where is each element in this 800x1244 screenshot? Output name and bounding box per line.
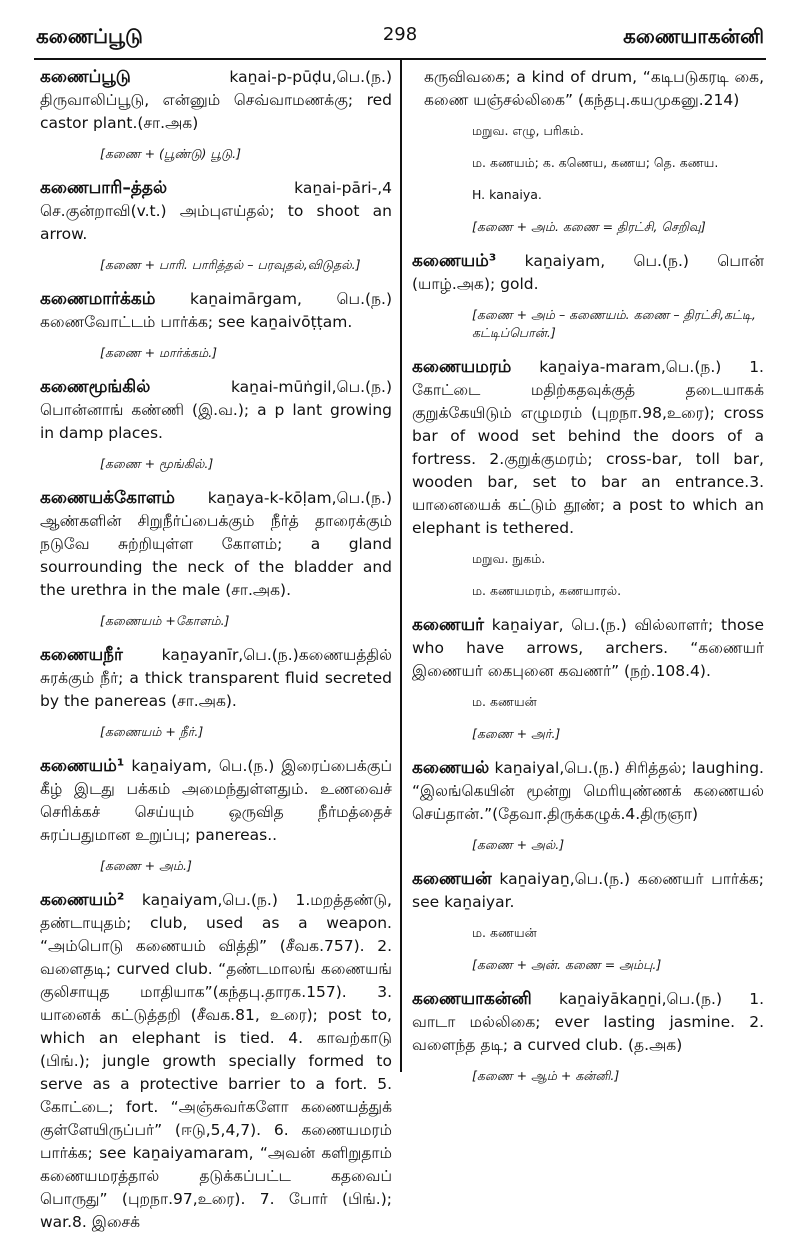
etymology-note: [கணை + அல்.] — [472, 837, 565, 852]
headword: கணையாகன்னி — [412, 989, 532, 1009]
etymology-note: [கணை + மார்க்கம்.] — [100, 345, 218, 360]
headword: கணையம்³ — [412, 251, 497, 271]
dictionary-entry — [412, 988, 764, 1057]
entry-definition: kaṉaya-k-kōḷam,பெ.(ந.) ஆண்களின் சிறுநீர்ப்பைக்கும் நீர்த் தாரைக்கும் நடுவே சுற்றியுள்ள கோளம்; a gland sourrounding the neck of the bladder and the urethra in the male (சா.அக). — [40, 489, 392, 599]
dictionary-entry — [40, 66, 392, 135]
cognate-note: ம. கணயன் — [472, 694, 537, 709]
entry-definition: kaṉaiyam,பெ.(ந.) 1.மறத்தண்டு, தண்டாயுதம்; club, used as a weapon. “அம்பொடு கணையம் வித்தி” (சீவக.757). 2. வளைதடி; curved club. “தண்டமாலங் கணையங் குலிசாயுத மாதியாக”(கந்தபு.தாரக.157). 3. யானைக் கட்டுத்தறி (சீவக.81, உரை); post to, which an elephant is tied. 4. காவற்காடு (பிங்.); jungle growth specially formed to serve as a protective barrier to a fort. 5. கோட்டை; fort. “அஞ்சுவர்களோ கணையத்துக் குள்ளேயிருப்பர்” (ஈடு,5,4,7). 6. கணையமரம் பார்க்க; see kaṉaiyamaram, “அவன் களிறுதாம் கணையமரத்தால் தடுக்கப்பட்ட கதவைப் பொருது” (புறநா.97,உரை). 7. போர் (பிங்.); war.8. இசைக் — [40, 891, 392, 1231]
dictionary-entry — [40, 376, 392, 445]
left-column — [40, 66, 392, 1244]
dictionary-entry — [40, 644, 392, 713]
cognate-note: மறுவ. எழு, பரிகம். — [472, 123, 584, 138]
entry-definition: kaṉaiyam, பெ.(ந.) இரைப்பைக்குப் கீழ் இடது பக்கம் அமைந்துள்ளதும். உணவைச் செரிக்கச் செய்யும் ஒருவித நீர்மத்தைச் சுரப்பதுமான உறுப்பு; panereas.. — [40, 757, 392, 844]
etymology-note: [கணை + அன். கணை = அம்பு.] — [472, 957, 662, 972]
right-column — [412, 66, 764, 1099]
etymology-note: [கணை + அர்.] — [472, 726, 561, 741]
headword: கணையல் — [412, 758, 490, 778]
dictionary-entry — [40, 288, 392, 334]
entry-definition: kaṉaiya-maram,பெ.(ந.) 1. கோட்டை மதிற்கதவுக்குத் தடையாகக் குறுக்கேயிடும் எழுமரம் (புறநா.98,உரை); cross bar of wood set behind the doors of a fortress. 2.குறுக்குமரம்; cross-bar, toll bar, wooden bar, set to bar an entrance.3. யானையைக் கட்டும் தூண்; a post to which an elephant is tethered. — [412, 358, 764, 537]
headword: கணைப்பூடு — [40, 67, 131, 87]
entry-definition: kaṉayanīr,பெ.(ந.)கணையத்தில் சுரக்கும் நீர்; a thick transparent fluid secreted by the panereas (சா.அக). — [40, 646, 392, 710]
headword: கணைமார்க்கம் — [40, 289, 156, 309]
dictionary-entry — [40, 889, 392, 1234]
entry-definition: kaṉai-pāri-,4 செ.குன்றாவி(v.t.) அம்புஎய்தல்; to shoot an arrow. — [40, 179, 392, 243]
etymology-note: [கணை + (பூண்டு) பூடு.] — [100, 146, 241, 161]
dictionary-entry — [412, 250, 764, 296]
etymology-note: [கணை + மூங்கில்.] — [100, 456, 214, 471]
headword: கணையநீர் — [40, 645, 123, 665]
dictionary-entry — [40, 177, 392, 246]
dictionary-entry — [412, 868, 764, 914]
entry-definition: kaṉaiyaṉ,பெ.(ந.) கணையர் பார்க்க; see kaṉaiyar. — [412, 870, 764, 911]
headword: கணைபாரி–த்தல் — [40, 178, 168, 198]
dictionary-entry — [40, 487, 392, 602]
headword: கணையமரம் — [412, 357, 512, 377]
headword: கணையக்கோளம் — [40, 488, 175, 508]
cognate-note: மறுவ. நுகம். — [472, 551, 546, 566]
headword: கணையன் — [412, 869, 492, 889]
column-divider — [400, 60, 402, 1072]
entry-definition: kaṉaimārgam, பெ.(ந.) கணைவோட்டம் பார்க்க; see kaṉaivōṭṭam. — [40, 290, 392, 331]
entry-definition: kaṉaiyākaṉṉi,பெ.(ந.) 1. வாடா மல்லிகை; ever lasting jasmine. 2. வளைந்த தடி; a curved club. (த.அக) — [412, 990, 764, 1054]
entry-definition: kaṉai-mūṅgil,பெ.(ந.) பொன்னாங் கண்ணி (இ.வ.); a p lant growing in damp places. — [40, 378, 392, 442]
page-number: 298 — [382, 24, 418, 45]
cognate-note: ம. கணயன் — [472, 925, 537, 940]
etymology-note: [கணையம் + நீர்.] — [100, 724, 204, 739]
entry-definition: kaṉaiyar, பெ.(ந.) வில்லாளர்; those who have arrows, archers. “கணையர் இணையர் கைபுனை கவணர்” (நற்.108.4). — [412, 616, 764, 680]
entry-definition: kaṉaiyam, பெ.(ந.) பொன் (யாழ்.அக); gold. — [412, 252, 764, 293]
cognate-note: H. kanaiya. — [472, 187, 542, 202]
dictionary-entry — [412, 757, 764, 826]
dictionary-entry — [412, 614, 764, 683]
etymology-note: [கணை + பாரி. பாரித்தல் – பரவுதல்,விடுதல்.] — [100, 257, 361, 272]
etymology-note: [கணை + அம் – கணையம். கணை – திரட்சி,கட்டி, கட்டிப்பொன்.] — [472, 307, 756, 340]
entry-definition: kaṉai-p-pūḍu,பெ.(ந.) திருவாலிப்பூடு, என்னும் செவ்வாமணக்கு; red castor plant.(சா.அக) — [40, 68, 392, 132]
etymology-note: [கணையம் +கோளம்.] — [100, 613, 230, 628]
etymology-note: [கணை + அம். கணை = திரட்சி, செறிவு] — [472, 219, 706, 234]
entry-definition: kaṉaiyal,பெ.(ந.) சிரித்தல்; laughing. “இலங்கெயின் மூன்று மெரியுண்ணக் கணையல் செய்தான்.”(தேவா.திருக்கழுக்.4.திருஞா) — [412, 759, 764, 823]
page-header — [36, 24, 764, 58]
headword: கணையர் — [412, 615, 485, 635]
headword: கணையம்¹ — [40, 756, 125, 776]
header-last-word: கணையாகன்னி — [623, 24, 764, 48]
header-first-word: கணைப்பூடு — [36, 24, 143, 48]
cognate-note: ம. கணயமரம், கணயாரல். — [472, 583, 622, 598]
etymology-note: [கணை + அம்.] — [100, 858, 192, 873]
entry-continuation: கருவிவகை; a kind of drum, “கடிபடுகரடி கை, கணை யஞ்சல்லிகை” (கந்தபு.கயமுகனு.214) — [424, 68, 764, 109]
dictionary-entry — [40, 755, 392, 847]
headword: கணையம்² — [40, 890, 125, 910]
headword: கணைமூங்கில் — [40, 377, 151, 397]
cognate-note: ம. கணயம்; க. கணெய, கணய; தெ. கணய. — [472, 155, 719, 170]
etymology-note: [கணை + ஆம் + கன்னி.] — [472, 1068, 620, 1083]
dictionary-entry — [412, 356, 764, 540]
